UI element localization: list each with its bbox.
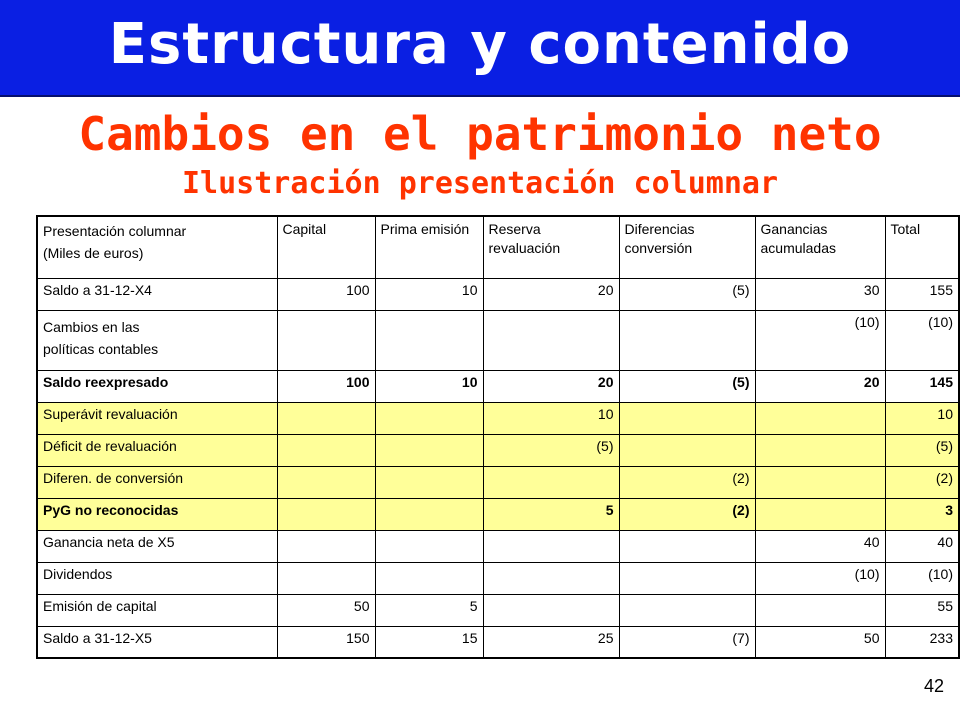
table-cell: 20 xyxy=(483,370,619,402)
row-label: Saldo a 31-12-X4 xyxy=(37,278,277,310)
table-cell: 20 xyxy=(483,278,619,310)
table-cell: (2) xyxy=(619,466,755,498)
table-cell xyxy=(277,530,375,562)
table-cell xyxy=(375,310,483,370)
column-header: Reserva revaluación xyxy=(483,216,619,278)
table-cell: (10) xyxy=(755,562,885,594)
row-label: Saldo reexpresado xyxy=(37,370,277,402)
table-cell: 10 xyxy=(885,402,959,434)
table-cell xyxy=(277,310,375,370)
table-row xyxy=(37,434,959,466)
column-header: Prima emisión xyxy=(375,216,483,278)
table-cell xyxy=(619,594,755,626)
table-cell: 55 xyxy=(885,594,959,626)
table-cell: 15 xyxy=(375,626,483,658)
table-cell: 100 xyxy=(277,278,375,310)
table-cell: (10) xyxy=(885,310,959,370)
slide-title: Estructura y contenido xyxy=(108,12,852,77)
table-cell xyxy=(277,562,375,594)
table-cell: 233 xyxy=(885,626,959,658)
row-label: Dividendos xyxy=(37,562,277,594)
table-cell: (10) xyxy=(885,562,959,594)
table-cell: 10 xyxy=(483,402,619,434)
table-cell xyxy=(619,310,755,370)
table-row xyxy=(37,310,959,370)
row-label: Saldo a 31-12-X5 xyxy=(37,626,277,658)
row-label-line1: Cambios en las xyxy=(43,318,140,335)
table-cell: 10 xyxy=(375,370,483,402)
table-cell xyxy=(375,562,483,594)
table-cell: 100 xyxy=(277,370,375,402)
table-cell xyxy=(375,498,483,530)
table-cell: 10 xyxy=(375,278,483,310)
table-row xyxy=(37,278,959,310)
row-label: Diferen. de conversión xyxy=(37,466,277,498)
table-row xyxy=(37,370,959,402)
table-cell xyxy=(375,466,483,498)
table-cell xyxy=(619,530,755,562)
table-cell: 150 xyxy=(277,626,375,658)
table-cell: (2) xyxy=(619,498,755,530)
row-label: Superávit revaluación xyxy=(37,402,277,434)
table-cell: 40 xyxy=(885,530,959,562)
table-cell: 145 xyxy=(885,370,959,402)
table-cell xyxy=(483,530,619,562)
table-cell: (5) xyxy=(885,434,959,466)
table-cell: 155 xyxy=(885,278,959,310)
header-label-line2: (Miles de euros) xyxy=(43,245,144,261)
column-header: Capital xyxy=(277,216,375,278)
table-cell: 5 xyxy=(483,498,619,530)
header-label-line1: Presentación columnar xyxy=(43,223,187,239)
row-label: Ganancia neta de X5 xyxy=(37,530,277,562)
table-row xyxy=(37,466,959,498)
table-cell xyxy=(755,434,885,466)
table-cell: (5) xyxy=(619,370,755,402)
row-label: PyG no reconocidas xyxy=(37,498,277,530)
table-cell: (2) xyxy=(885,466,959,498)
column-header: Total xyxy=(885,216,959,278)
table-cell xyxy=(483,466,619,498)
column-header: Ganancias acumuladas xyxy=(755,216,885,278)
table-cell: 50 xyxy=(755,626,885,658)
table-cell: 40 xyxy=(755,530,885,562)
table-row xyxy=(37,626,959,658)
page-number: 42 xyxy=(923,676,944,696)
table-cell xyxy=(483,562,619,594)
table-cell xyxy=(619,402,755,434)
table-row xyxy=(37,498,959,530)
table-cell: 30 xyxy=(755,278,885,310)
table-cell: 3 xyxy=(885,498,959,530)
table-cell: 5 xyxy=(375,594,483,626)
section-subheading: Ilustración presentación columnar xyxy=(181,166,779,201)
section-heading: Cambios en el patrimonio neto xyxy=(78,107,882,161)
table-cell xyxy=(619,562,755,594)
table-row xyxy=(37,402,959,434)
table-cell xyxy=(277,402,375,434)
table-cell xyxy=(277,434,375,466)
table-cell: 20 xyxy=(755,370,885,402)
table-row xyxy=(37,594,959,626)
column-header: Diferencias conversión xyxy=(619,216,755,278)
table-cell xyxy=(375,402,483,434)
table-cell xyxy=(755,466,885,498)
row-label-line2: políticas contables xyxy=(43,340,159,357)
table-row xyxy=(37,562,959,594)
table-row xyxy=(37,530,959,562)
table-cell xyxy=(755,498,885,530)
table-cell xyxy=(619,434,755,466)
equity-changes-table xyxy=(36,215,960,659)
table-cell xyxy=(375,434,483,466)
table-cell xyxy=(483,310,619,370)
row-label xyxy=(37,310,277,370)
table-cell: (10) xyxy=(755,310,885,370)
table-cell xyxy=(277,466,375,498)
table-cell xyxy=(755,402,885,434)
table-cell xyxy=(375,530,483,562)
table-cell: (7) xyxy=(619,626,755,658)
table-cell xyxy=(483,594,619,626)
table-cell: 25 xyxy=(483,626,619,658)
table-cell xyxy=(277,498,375,530)
table-cell: 50 xyxy=(277,594,375,626)
row-label: Emisión de capital xyxy=(37,594,277,626)
row-label: Déficit de revaluación xyxy=(37,434,277,466)
table-cell: (5) xyxy=(483,434,619,466)
table-cell: (5) xyxy=(619,278,755,310)
header-label-cell xyxy=(37,216,277,278)
title-banner xyxy=(0,0,960,97)
table-cell xyxy=(755,594,885,626)
table-header-row xyxy=(37,216,959,278)
